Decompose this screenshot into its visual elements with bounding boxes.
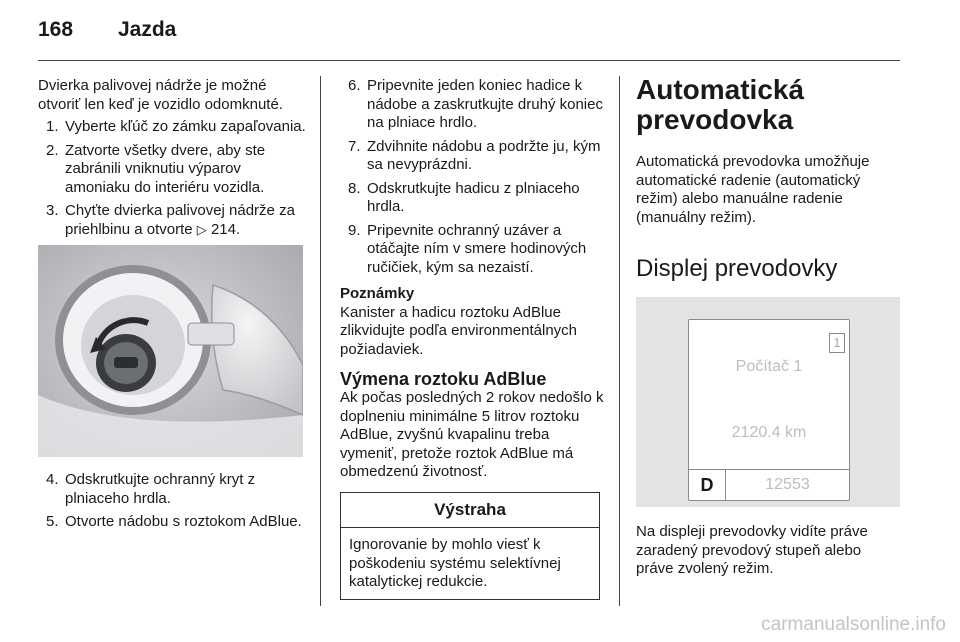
step-text: Pripevnite ochranný uzáver a otáčajte ním v smere hodinových ručičiek, kým sa nezaistí. (367, 221, 587, 276)
column-divider-1 (320, 76, 321, 606)
list-item (340, 138, 604, 175)
page-reference-link[interactable]: 214. (210, 220, 241, 238)
transmission-intro: Automatická prevodovka umožňuje automatické radenie (automatický režim) alebo manuálne radenie (manuálny režim). (636, 153, 870, 226)
list-item (340, 77, 604, 133)
column-1 (38, 77, 306, 537)
display-value: 2120.4 km (731, 424, 807, 441)
display-bottom-bar (689, 469, 849, 500)
warning-text: Ignorovanie by mohlo viesť k poškodeniu systému selektívnej katalytickej redukcie. (349, 536, 561, 590)
list-item (38, 142, 306, 198)
step-text: Otvorte nádobu s roztokom AdBlue. (65, 513, 302, 530)
warning-box (340, 492, 600, 600)
column-3 (636, 74, 902, 579)
watermark: carmanualsonline.info (761, 614, 946, 635)
step-text: Odskrutkujte hadicu z plniaceho hrdla. (367, 179, 580, 215)
column-divider-2 (619, 76, 620, 606)
display-screen (688, 319, 850, 501)
page-title: Jazda (118, 18, 177, 41)
step-text: Odskrutkujte ochranný kryt z plniaceho hrdla. (65, 471, 256, 507)
gear-indicator: D (689, 470, 726, 500)
step-number: 2. (46, 141, 59, 159)
steps-list-b (38, 471, 306, 532)
display-label: Počítač 1 (735, 358, 803, 375)
list-item (38, 513, 306, 532)
list-item (340, 222, 604, 278)
odometer-readout: 12553 (765, 476, 810, 493)
step-number: 3. (46, 202, 59, 219)
header-rule (38, 60, 900, 61)
step-number: 4. (46, 471, 59, 488)
fuel-door-intro: Dvierka palivovej nádrže je možné otvoriť len keď je vozidlo odomknuté. (38, 77, 283, 113)
step-number: 6. (348, 77, 361, 94)
step-number: 5. (46, 513, 59, 530)
list-item (38, 471, 306, 508)
chapter-heading: Automatická prevodovka (636, 74, 805, 135)
step-number: 8. (348, 179, 361, 197)
list-item (340, 180, 604, 217)
fuel-filler-illustration (38, 245, 303, 457)
step-text: Pripevnite jeden koniec hadice k nádobe a zaskrutkujte druhý koniec na plniace hrdlo. (367, 77, 603, 131)
note-text: Kanister a hadicu roztoku AdBlue zlikvidujte podľa environmentálnych požiadaviek. (340, 303, 578, 358)
section-heading: Displej prevodovky (636, 255, 838, 282)
step-text: Zatvorte všetky dvere, aby ste zabránili vniknutiu výparov amoniaku do interiéru vozidla. (65, 141, 266, 196)
list-item (38, 118, 306, 137)
note-title: Poznámky (340, 285, 415, 302)
transmission-display-figure (636, 297, 900, 507)
step-text: Zdvihnite nádobu a podržte ju, kým sa nevyprázdni. (367, 137, 601, 173)
display-page-badge: 1 (829, 333, 845, 353)
page-number: 168 (38, 18, 74, 41)
steps-list-c (340, 77, 604, 277)
warning-title: Výstraha (341, 493, 599, 529)
fuel-filler-photo (38, 245, 303, 457)
step-number: 1. (46, 118, 59, 135)
section-text: Ak počas posledných 2 rokov nedošlo k doplneniu minimálne 5 litrov roztoku AdBlue, zvyšnú kvapalinu treba vymeniť, pretože roztok AdBlue má obmedzenú životnosť. (340, 389, 604, 480)
section-title: Výmena roztoku AdBlue (340, 369, 547, 389)
step-text: Chyťte dvierka palivovej nádrže za priehlbinu a otvorte (65, 202, 295, 238)
step-number: 9. (348, 221, 361, 239)
step-text: Vyberte kľúč zo zámku zapaľovania. (65, 118, 306, 135)
page-reference-icon: ▷ (196, 221, 207, 237)
list-item (38, 202, 306, 239)
display-description: Na displeji prevodovky vidíte práve zaradený prevodový stupeň alebo práve zvolený režim. (636, 523, 868, 577)
step-number: 7. (348, 137, 361, 155)
column-2 (340, 77, 604, 600)
steps-list-a (38, 118, 306, 239)
